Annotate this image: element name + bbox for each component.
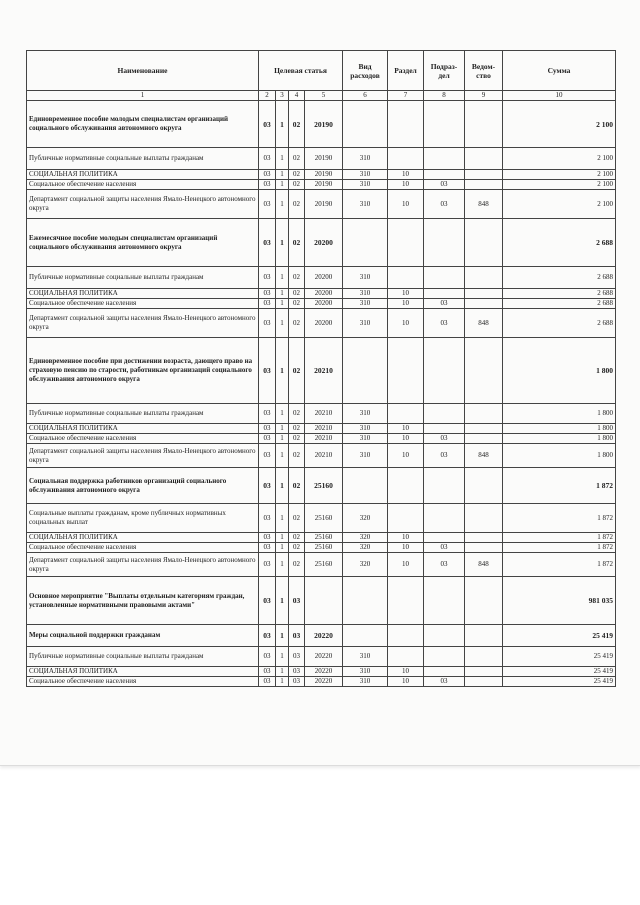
table-row [27,553,616,577]
department-cell [465,625,503,647]
department-cell [465,504,503,533]
column-number: 1 [27,91,259,101]
target-code-cell: 1 [276,577,289,625]
row-name-cell: СОЦИАЛЬНАЯ ПОЛИТИКА [27,667,259,677]
target-code-cell: 02 [289,180,305,190]
section-cell: 10 [388,309,424,338]
department-cell [465,170,503,180]
row-name-cell: Социальное обеспечение населения [27,180,259,190]
column-number: 5 [305,91,343,101]
target-code-cell: 1 [276,667,289,677]
expense-type-cell [343,625,388,647]
table-row [27,267,616,289]
subsection-cell [424,148,465,170]
table-row [27,533,616,543]
subsection-cell: 03 [424,309,465,338]
subsection-cell: 03 [424,677,465,687]
section-cell: 10 [388,543,424,553]
row-name-cell: СОЦИАЛЬНАЯ ПОЛИТИКА [27,424,259,434]
target-code-cell: 02 [289,267,305,289]
target-code-cell: 02 [289,424,305,434]
target-code-cell: 1 [276,289,289,299]
column-number: 8 [424,91,465,101]
target-code-cell: 03 [259,148,276,170]
column-number: 7 [388,91,424,101]
target-code-cell: 03 [259,677,276,687]
target-code-cell: 03 [259,625,276,647]
row-name-cell: Публичные нормативные социальные выплаты гражданам [27,148,259,170]
table-row [27,504,616,533]
target-code-cell: 02 [289,101,305,148]
target-code-cell: 1 [276,170,289,180]
target-code-cell: 20190 [305,190,343,219]
amount-cell: 2 100 [503,170,616,180]
target-code-cell: 03 [259,444,276,468]
target-code-cell: 25160 [305,553,343,577]
section-cell: 10 [388,424,424,434]
expense-type-cell: 310 [343,424,388,434]
table-row [27,170,616,180]
target-code-cell: 02 [289,533,305,543]
target-code-cell: 20200 [305,267,343,289]
row-name-cell: Социальное обеспечение населения [27,543,259,553]
target-code-cell: 1 [276,543,289,553]
department-cell [465,577,503,625]
target-code-cell: 1 [276,434,289,444]
row-name-cell: Единовременное пособие молодым специалистам организаций социального обслуживания автономного округа [27,101,259,148]
target-code-cell: 02 [289,504,305,533]
row-name-cell: Департамент социальной защиты населения Ямало-Ненецкого автономного округа [27,444,259,468]
table-row [27,543,616,553]
target-code-cell: 1 [276,677,289,687]
section-cell: 10 [388,667,424,677]
target-code-cell: 1 [276,404,289,424]
section-cell: 10 [388,677,424,687]
row-name-cell: Социальные выплаты гражданам, кроме публичных нормативных социальных выплат [27,504,259,533]
section-cell [388,625,424,647]
table-row [27,309,616,338]
column-number: 2 [259,91,276,101]
target-code-cell: 02 [289,468,305,504]
amount-cell: 1 800 [503,434,616,444]
target-code-cell: 03 [259,553,276,577]
column-number: 3 [276,91,289,101]
target-code-cell: 1 [276,553,289,577]
expense-type-cell: 310 [343,170,388,180]
target-code-cell: 03 [259,647,276,667]
target-code-cell: 1 [276,424,289,434]
expense-type-cell: 310 [343,267,388,289]
target-code-cell: 1 [276,625,289,647]
department-cell [465,667,503,677]
target-code-cell: 03 [259,101,276,148]
department-cell: 848 [465,553,503,577]
target-code-cell: 02 [289,543,305,553]
section-cell [388,148,424,170]
row-name-cell: Социальное обеспечение населения [27,677,259,687]
table-row [27,180,616,190]
table-row [27,148,616,170]
target-code-cell: 03 [259,338,276,404]
department-cell [465,101,503,148]
subsection-cell: 03 [424,553,465,577]
amount-cell: 2 100 [503,148,616,170]
expense-type-cell: 310 [343,148,388,170]
target-code-cell: 03 [289,625,305,647]
table-header-row [27,51,616,91]
department-cell [465,148,503,170]
subsection-cell: 03 [424,444,465,468]
section-cell: 10 [388,289,424,299]
target-code-cell: 1 [276,444,289,468]
section-cell: 10 [388,553,424,577]
target-code-cell: 02 [289,170,305,180]
target-code-cell: 20190 [305,101,343,148]
subsection-cell [424,577,465,625]
row-name-cell: Публичные нормативные социальные выплаты гражданам [27,267,259,289]
section-cell [388,101,424,148]
header-podrazdel: Подраз-дел [424,51,465,91]
amount-cell: 1 800 [503,444,616,468]
amount-cell: 2 688 [503,267,616,289]
section-cell [388,267,424,289]
section-cell [388,468,424,504]
department-cell [465,424,503,434]
table-row [27,219,616,267]
subsection-cell [424,468,465,504]
expense-type-cell: 310 [343,444,388,468]
section-cell [388,577,424,625]
target-code-cell: 25160 [305,504,343,533]
header-razdel: Раздел [388,51,424,91]
amount-cell: 2 688 [503,309,616,338]
target-code-cell: 20210 [305,404,343,424]
expense-type-cell: 320 [343,504,388,533]
section-cell: 10 [388,299,424,309]
expense-type-cell: 310 [343,647,388,667]
amount-cell: 2 688 [503,299,616,309]
subsection-cell: 03 [424,180,465,190]
subsection-cell [424,404,465,424]
section-cell [388,219,424,267]
subsection-cell [424,504,465,533]
target-code-cell: 02 [289,148,305,170]
target-code-cell: 03 [259,468,276,504]
target-code-cell: 03 [289,647,305,667]
row-name-cell: Социальное обеспечение населения [27,299,259,309]
target-code-cell: 1 [276,338,289,404]
target-code-cell: 1 [276,219,289,267]
row-name-cell: Департамент социальной защиты населения Ямало-Ненецкого автономного округа [27,553,259,577]
expense-type-cell: 310 [343,299,388,309]
target-code-cell: 20210 [305,338,343,404]
section-cell: 10 [388,190,424,219]
department-cell [465,533,503,543]
table-row [27,625,616,647]
amount-cell: 2 100 [503,190,616,219]
subsection-cell [424,289,465,299]
amount-cell: 2 688 [503,219,616,267]
amount-cell: 1 872 [503,553,616,577]
target-code-cell: 1 [276,267,289,289]
amount-cell: 1 800 [503,424,616,434]
table-row [27,190,616,219]
row-name-cell: Социальная поддержка работников организаций социального обслуживания автономного округа [27,468,259,504]
subsection-cell [424,533,465,543]
section-cell [388,504,424,533]
target-code-cell: 20210 [305,434,343,444]
row-name-cell: Публичные нормативные социальные выплаты гражданам [27,647,259,667]
target-code-cell: 1 [276,299,289,309]
target-code-cell: 20220 [305,667,343,677]
amount-cell: 2 688 [503,289,616,299]
row-name-cell: Единовременное пособие при достижении возраста, дающего право на страховую пенсию по старости, работникам организаций социального обслуживания автономного округа [27,338,259,404]
target-code-cell: 20190 [305,180,343,190]
table-row [27,404,616,424]
header-name: Наименование [27,51,259,91]
amount-cell: 1 800 [503,338,616,404]
department-cell [465,180,503,190]
subsection-cell [424,219,465,267]
row-name-cell: Департамент социальной защиты населения Ямало-Ненецкого автономного округа [27,309,259,338]
expense-type-cell [343,577,388,625]
section-cell: 10 [388,434,424,444]
target-code-cell: 03 [259,533,276,543]
budget-table [26,50,616,687]
target-code-cell: 03 [259,299,276,309]
header-summa: Сумма [503,51,616,91]
target-code-cell: 20190 [305,170,343,180]
target-code-cell: 03 [289,677,305,687]
target-code-cell: 03 [259,190,276,219]
target-code-cell [305,577,343,625]
target-code-cell: 03 [259,667,276,677]
table-row [27,577,616,625]
expense-type-cell: 320 [343,533,388,543]
section-cell: 10 [388,180,424,190]
table-row [27,434,616,444]
target-code-cell: 20190 [305,148,343,170]
subsection-cell [424,101,465,148]
amount-cell: 1 872 [503,533,616,543]
target-code-cell: 03 [259,289,276,299]
subsection-cell [424,647,465,667]
amount-cell: 25 419 [503,667,616,677]
target-code-cell: 03 [259,170,276,180]
table-row [27,299,616,309]
expense-type-cell: 310 [343,180,388,190]
expense-type-cell: 310 [343,677,388,687]
table-row [27,468,616,504]
expense-type-cell: 320 [343,543,388,553]
section-cell [388,404,424,424]
amount-cell: 2 100 [503,101,616,148]
target-code-cell: 20200 [305,289,343,299]
department-cell [465,219,503,267]
department-cell [465,468,503,504]
column-number: 9 [465,91,503,101]
target-code-cell: 20220 [305,677,343,687]
department-cell [465,647,503,667]
target-code-cell: 02 [289,190,305,219]
target-code-cell: 03 [259,267,276,289]
table-row [27,667,616,677]
target-code-cell: 1 [276,504,289,533]
target-code-cell: 03 [259,504,276,533]
target-code-cell: 02 [289,553,305,577]
target-code-cell: 03 [259,543,276,553]
row-name-cell: СОЦИАЛЬНАЯ ПОЛИТИКА [27,533,259,543]
department-cell: 848 [465,309,503,338]
department-cell: 848 [465,190,503,219]
section-cell [388,338,424,404]
amount-cell: 1 872 [503,504,616,533]
table-row [27,444,616,468]
target-code-cell: 02 [289,444,305,468]
amount-cell: 2 100 [503,180,616,190]
amount-cell: 25 419 [503,647,616,667]
amount-cell: 25 419 [503,677,616,687]
expense-type-cell [343,219,388,267]
target-code-cell: 02 [289,299,305,309]
section-cell: 10 [388,444,424,468]
department-cell [465,677,503,687]
column-number: 6 [343,91,388,101]
target-code-cell: 1 [276,180,289,190]
row-name-cell: СОЦИАЛЬНАЯ ПОЛИТИКА [27,289,259,299]
expense-type-cell: 310 [343,289,388,299]
target-code-cell: 02 [289,219,305,267]
target-code-cell: 20200 [305,299,343,309]
target-code-cell: 03 [289,577,305,625]
department-cell [465,543,503,553]
department-cell [465,404,503,424]
target-code-cell: 20200 [305,219,343,267]
header-vid: Вид расходов [343,51,388,91]
department-cell [465,338,503,404]
target-code-cell: 25160 [305,533,343,543]
column-number: 4 [289,91,305,101]
amount-cell: 1 872 [503,543,616,553]
department-cell [465,434,503,444]
expense-type-cell: 310 [343,667,388,677]
department-cell: 848 [465,444,503,468]
target-code-cell: 25160 [305,468,343,504]
header-vedomstvo: Ведом-ство [465,51,503,91]
expense-type-cell [343,468,388,504]
target-code-cell: 03 [259,309,276,338]
row-name-cell: Департамент социальной защиты населения Ямало-Ненецкого автономного округа [27,190,259,219]
column-number: 10 [503,91,616,101]
target-code-cell: 03 [259,577,276,625]
subsection-cell [424,170,465,180]
table-row [27,647,616,667]
department-cell [465,299,503,309]
target-code-cell: 03 [289,667,305,677]
target-code-cell: 02 [289,404,305,424]
target-code-cell: 20210 [305,444,343,468]
expense-type-cell: 310 [343,404,388,424]
table-row [27,424,616,434]
section-cell: 10 [388,170,424,180]
row-name-cell: СОЦИАЛЬНАЯ ПОЛИТИКА [27,170,259,180]
subsection-cell: 03 [424,434,465,444]
subsection-cell [424,338,465,404]
target-code-cell: 02 [289,289,305,299]
expense-type-cell: 310 [343,309,388,338]
target-code-cell: 20210 [305,424,343,434]
subsection-cell [424,667,465,677]
target-code-cell: 02 [289,434,305,444]
row-name-cell: Основное мероприятие "Выплаты отдельным категориям граждан, установленные нормативными правовыми актами" [27,577,259,625]
target-code-cell: 1 [276,533,289,543]
subsection-cell [424,625,465,647]
target-code-cell: 1 [276,647,289,667]
target-code-cell: 1 [276,309,289,338]
subsection-cell: 03 [424,299,465,309]
row-name-cell: Ежемесячное пособие молодым специалистам организаций социального обслуживания автономного округа [27,219,259,267]
expense-type-cell: 310 [343,434,388,444]
table-row [27,289,616,299]
column-numbers-row [27,91,616,101]
target-code-cell: 03 [259,219,276,267]
amount-cell: 25 419 [503,625,616,647]
target-code-cell: 03 [259,434,276,444]
expense-type-cell [343,338,388,404]
amount-cell: 1 800 [503,404,616,424]
subsection-cell: 03 [424,190,465,219]
target-code-cell: 1 [276,101,289,148]
table-row [27,338,616,404]
target-code-cell: 03 [259,424,276,434]
table-row [27,101,616,148]
section-cell [388,647,424,667]
target-code-cell: 1 [276,148,289,170]
row-name-cell: Социальное обеспечение населения [27,434,259,444]
amount-cell: 1 872 [503,468,616,504]
department-cell [465,289,503,299]
expense-type-cell: 320 [343,553,388,577]
department-cell [465,267,503,289]
target-code-cell: 1 [276,468,289,504]
target-code-cell: 20220 [305,647,343,667]
target-code-cell: 20220 [305,625,343,647]
subsection-cell [424,267,465,289]
amount-cell: 981 035 [503,577,616,625]
target-code-cell: 02 [289,338,305,404]
target-code-cell: 25160 [305,543,343,553]
target-code-cell: 03 [259,404,276,424]
target-code-cell: 02 [289,309,305,338]
subsection-cell [424,424,465,434]
expense-type-cell: 310 [343,190,388,219]
subsection-cell: 03 [424,543,465,553]
row-name-cell: Меры социальной поддержки гражданам [27,625,259,647]
target-code-cell: 03 [259,180,276,190]
header-target: Целевая статья [259,51,343,91]
table-row [27,677,616,687]
row-name-cell: Публичные нормативные социальные выплаты гражданам [27,404,259,424]
expense-type-cell [343,101,388,148]
target-code-cell: 1 [276,190,289,219]
target-code-cell: 20200 [305,309,343,338]
section-cell: 10 [388,533,424,543]
